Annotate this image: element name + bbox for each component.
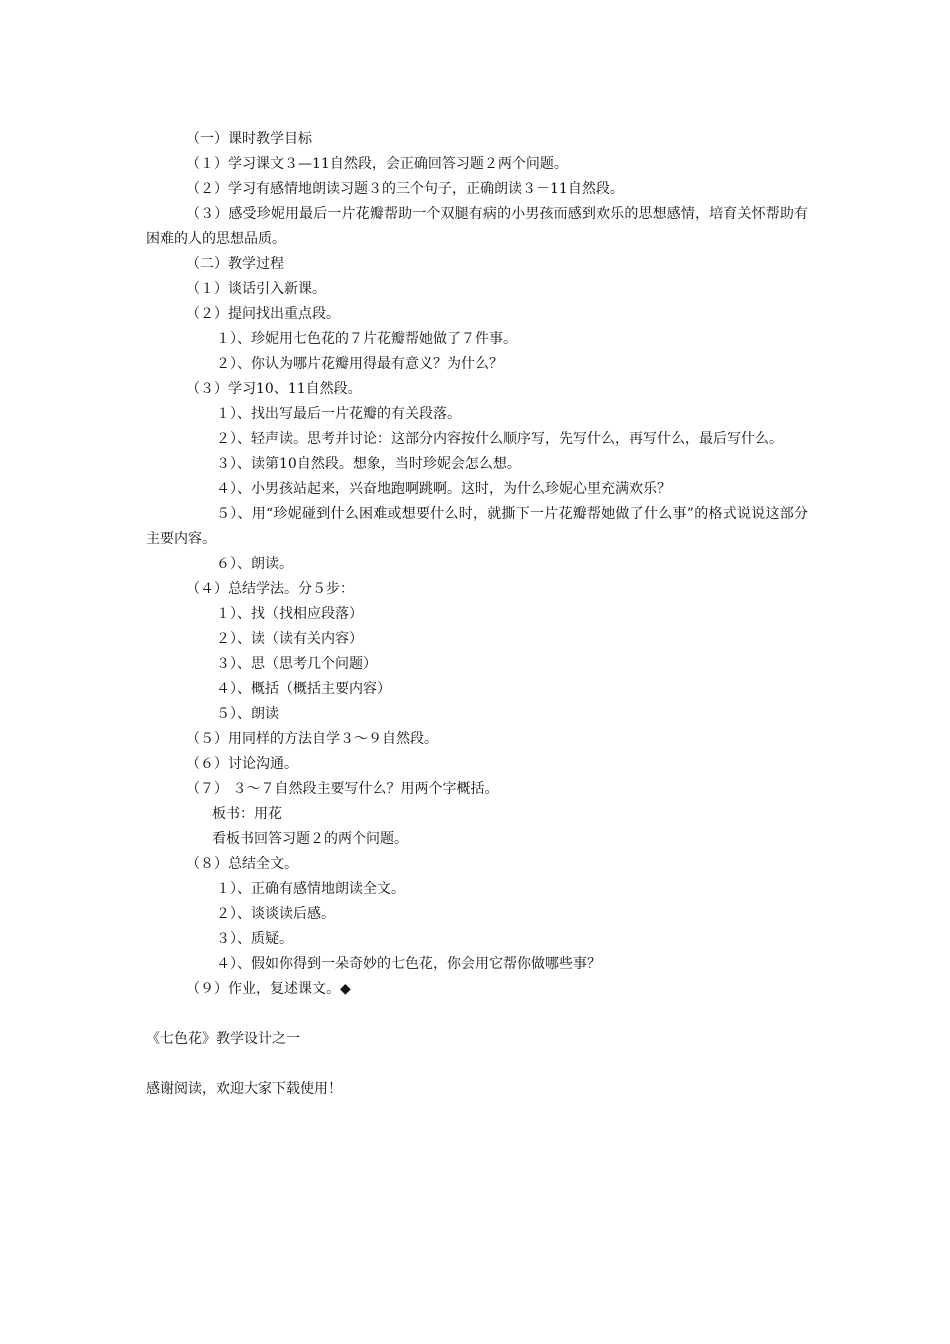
document-line: ４）、小男孩站起来，兴奋地跑啊跳啊。这时，为什么珍妮心里充满欢乐？ bbox=[216, 481, 671, 497]
document-line: ４）、概括（概括主要内容） bbox=[216, 681, 391, 697]
document-line: １）、找（找相应段落） bbox=[216, 606, 363, 622]
document-line: ３）、思（思考几个问题） bbox=[216, 656, 377, 672]
document-line: １）、正确有感情地朗读全文。 bbox=[216, 881, 405, 897]
closing-text: 感谢阅读，欢迎大家下载使用！ bbox=[146, 1081, 342, 1097]
document-line: （５）用同样的方法自学３～９自然段。 bbox=[186, 731, 438, 747]
spacer bbox=[146, 1052, 808, 1077]
document-line: ６）、朗读。 bbox=[216, 556, 293, 572]
document-line: ２）、谈谈读后感。 bbox=[216, 906, 335, 922]
document-line: （３）学习10、11自然段。 bbox=[186, 381, 362, 397]
document-line: （１）谈话引入新课。 bbox=[186, 281, 326, 297]
document-line: （２）提问找出重点段。 bbox=[186, 306, 340, 322]
document-line: （６）讨论沟通。 bbox=[186, 756, 298, 772]
document-line: （７） ３～７自然段主要写什么？用两个字概括。 bbox=[186, 781, 499, 797]
document-line: ２）、你认为哪片花瓣用得最有意义？为什么？ bbox=[216, 356, 503, 372]
document-line: （８）总结全文。 bbox=[186, 856, 298, 872]
document-line: （１）学习课文３—11自然段，会正确回答习题２两个问题。 bbox=[186, 156, 568, 172]
document-line: ３）、质疑。 bbox=[216, 931, 293, 947]
document-line: ５）、用“珍妮碰到什么困难或想要什么时，就撕下一片花瓣帮她做了什么事”的格式说说这部分主要内容。 bbox=[146, 506, 808, 547]
document-line: １）、珍妮用七色花的７片花瓣帮她做了７件事。 bbox=[216, 331, 517, 347]
document-body bbox=[146, 127, 808, 1102]
document-line: ２）、读（读有关内容） bbox=[216, 631, 363, 647]
document-lines bbox=[146, 127, 808, 1002]
document-line: 板书：用花 bbox=[212, 806, 282, 822]
document-line: 看板书回答习题２的两个问题。 bbox=[212, 831, 408, 847]
document-line: （二）教学过程 bbox=[186, 256, 284, 272]
document-line: （２）学习有感情地朗读习题３的三个句子，正确朗读３－11自然段。 bbox=[186, 181, 624, 197]
document-line: １）、找出写最后一片花瓣的有关段落。 bbox=[216, 406, 461, 422]
document-line: ３）、读第10自然段。想象，当时珍妮会怎么想。 bbox=[216, 456, 521, 472]
document-line: （３）感受珍妮用最后一片花瓣帮助一个双腿有病的小男孩而感到欢乐的思想感情，培育关怀帮助有困难的人的思想品质。 bbox=[146, 206, 808, 247]
document-line: ５）、朗读 bbox=[216, 706, 279, 722]
document-line: （一）课时教学目标 bbox=[186, 131, 312, 147]
document-line: （９）作业，复述课文。◆ bbox=[186, 981, 351, 997]
document-line: （４）总结学法。分５步： bbox=[186, 581, 354, 597]
spacer bbox=[146, 1002, 808, 1027]
footer-title: 《七色花》教学设计之一 bbox=[146, 1031, 300, 1047]
document-line: ４）、假如你得到一朵奇妙的七色花，你会用它帮你做哪些事？ bbox=[216, 956, 601, 972]
document-line: ２）、轻声读。思考并讨论：这部分内容按什么顺序写，先写什么，再写什么，最后写什么。 bbox=[216, 431, 783, 447]
